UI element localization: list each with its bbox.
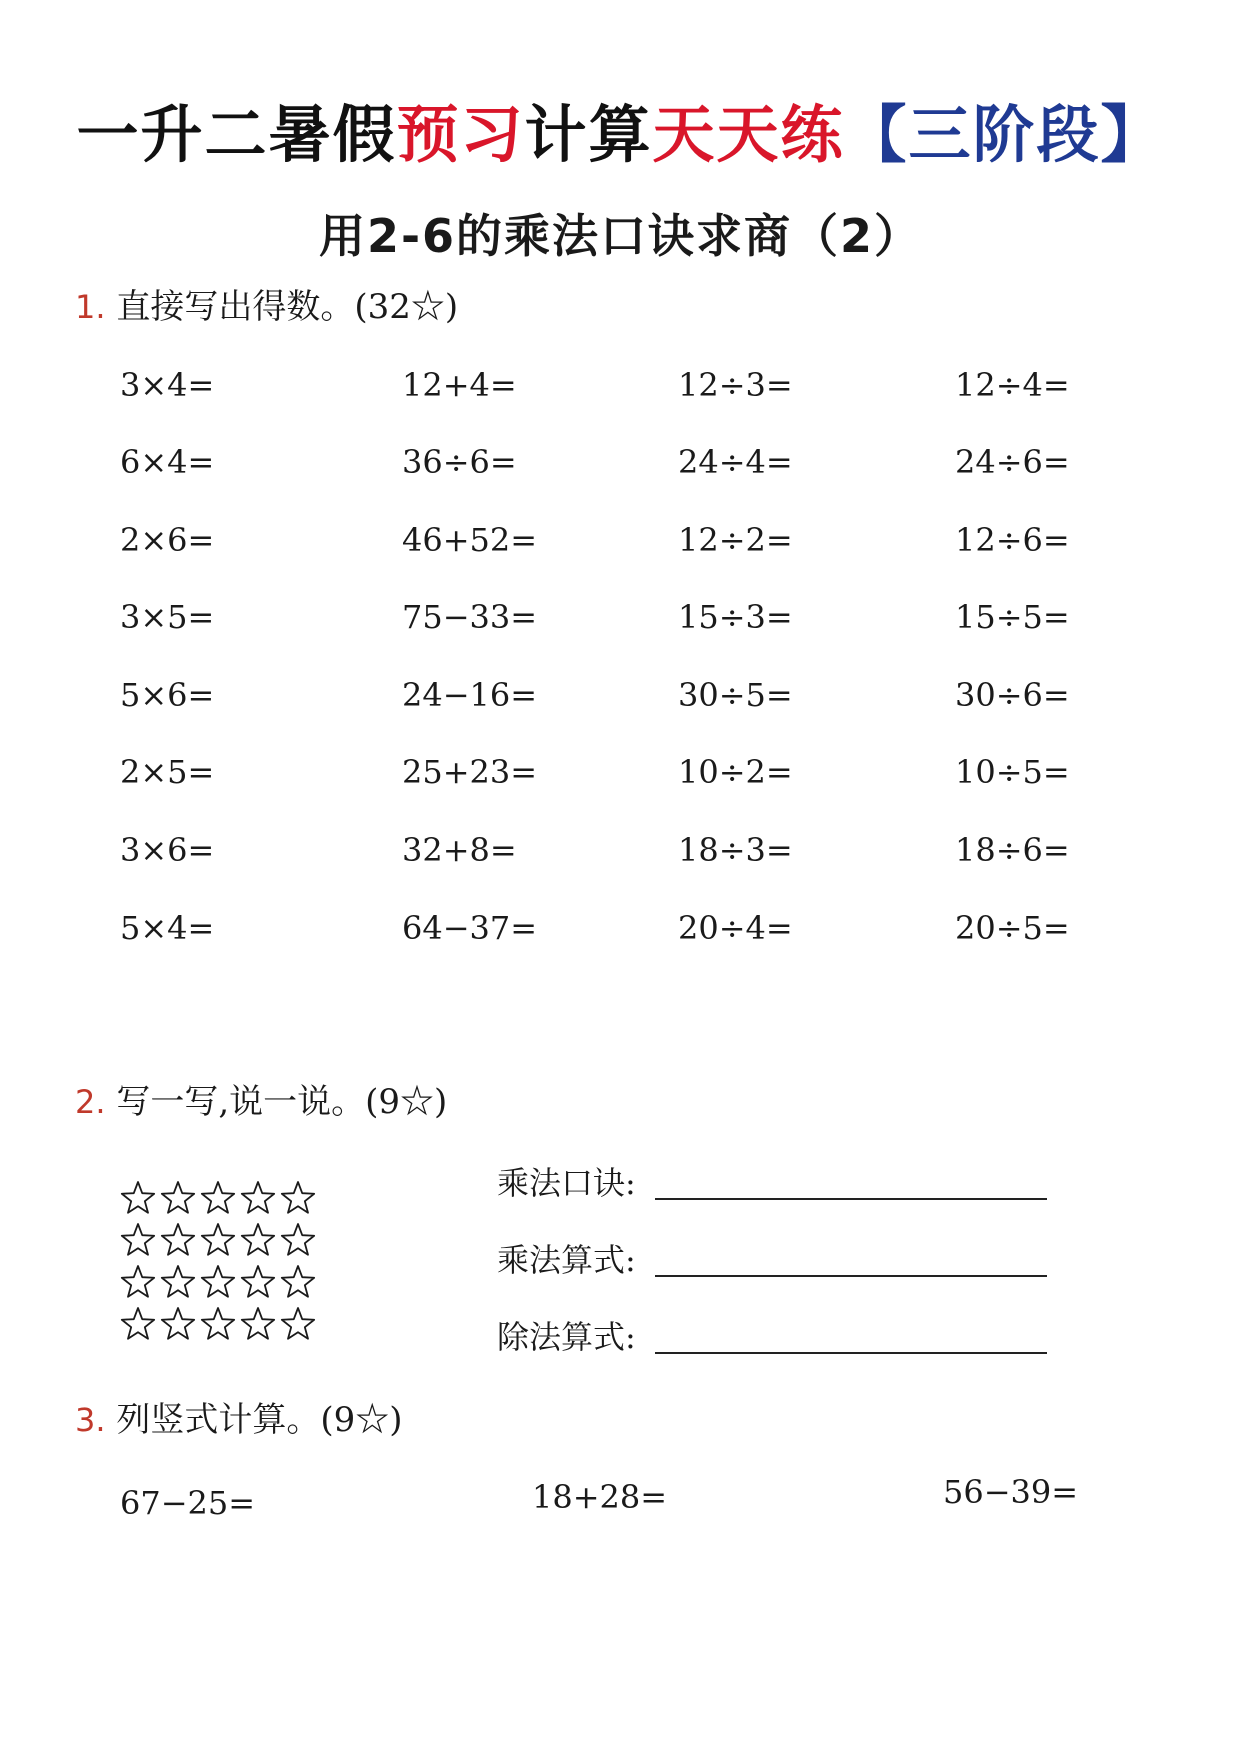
- vertical-problem-3: 56−39=: [943, 1473, 1079, 1511]
- problem-r7-c2: 32+8=: [402, 831, 517, 869]
- problem-r7-c4: 18÷6=: [955, 831, 1070, 869]
- problem-r4-c1: 3×5=: [120, 598, 215, 636]
- problem-r8-c4: 20÷5=: [955, 909, 1070, 947]
- field-label-multiplication-equation: 乘法算式:: [497, 1241, 636, 1279]
- section-3-heading: [75, 1398, 403, 1442]
- star-row: [118, 1177, 318, 1219]
- outline-star-icon: [238, 1177, 278, 1219]
- outline-star-icon: [118, 1219, 158, 1261]
- outline-star-icon: [158, 1261, 198, 1303]
- answer-line-division-equation[interactable]: [655, 1352, 1047, 1354]
- problem-r6-c4: 10÷5=: [955, 753, 1070, 791]
- problem-r2-c4: 24÷6=: [955, 443, 1070, 481]
- problem-r1-c3: 12÷3=: [678, 366, 793, 404]
- title-part-red-1: 预习: [396, 98, 525, 171]
- answer-line-multiplication-equation[interactable]: [655, 1275, 1047, 1277]
- problem-r2-c3: 24÷4=: [678, 443, 793, 481]
- star-array: [118, 1177, 318, 1345]
- title-part-blue: 【三阶段】: [844, 98, 1165, 171]
- problem-r6-c3: 10÷2=: [678, 753, 793, 791]
- problem-r2-c2: 36÷6=: [402, 443, 517, 481]
- problem-r6-c1: 2×5=: [120, 753, 215, 791]
- outline-star-icon: [158, 1219, 198, 1261]
- problem-r6-c2: 25+23=: [402, 753, 538, 791]
- section-3-number: 3.: [75, 1401, 106, 1439]
- page-subtitle: 用2-6的乘法口诀求商（2）: [318, 209, 923, 263]
- problem-r8-c2: 64−37=: [402, 909, 538, 947]
- title-part-black-2: 计算: [524, 98, 653, 171]
- vertical-problem-2: 18+28=: [532, 1478, 668, 1516]
- outline-star-icon: [118, 1303, 158, 1345]
- field-label-division-equation: 除法算式:: [497, 1318, 636, 1356]
- outline-star-icon: [238, 1261, 278, 1303]
- problem-r7-c3: 18÷3=: [678, 831, 793, 869]
- outline-star-icon: [198, 1261, 238, 1303]
- problem-r3-c3: 12÷2=: [678, 521, 793, 559]
- section-2-heading: [75, 1080, 447, 1124]
- problem-r1-c2: 12+4=: [402, 366, 517, 404]
- outline-star-icon: [278, 1303, 318, 1345]
- problem-r4-c3: 15÷3=: [678, 598, 793, 636]
- outline-star-icon: [278, 1177, 318, 1219]
- outline-star-icon: [198, 1303, 238, 1345]
- problem-r8-c1: 5×4=: [120, 909, 215, 947]
- problem-r1-c4: 12÷4=: [955, 366, 1070, 404]
- outline-star-icon: [118, 1261, 158, 1303]
- field-label-multiplication-rhyme: 乘法口诀:: [497, 1164, 636, 1202]
- section-2-title: 写一写,说一说。(9☆): [116, 1082, 448, 1122]
- outline-star-icon: [198, 1219, 238, 1261]
- problem-r2-c1: 6×4=: [120, 443, 215, 481]
- section-1-number: 1.: [75, 288, 106, 326]
- problem-r4-c4: 15÷5=: [955, 598, 1070, 636]
- answer-line-multiplication-rhyme[interactable]: [655, 1198, 1047, 1200]
- problem-r5-c2: 24−16=: [402, 676, 538, 714]
- title-part-black-1: 一升二暑假: [76, 98, 397, 171]
- problem-r3-c2: 46+52=: [402, 521, 538, 559]
- problem-r4-c2: 75−33=: [402, 598, 538, 636]
- outline-star-icon: [198, 1177, 238, 1219]
- outline-star-icon: [158, 1177, 198, 1219]
- problem-r1-c1: 3×4=: [120, 366, 215, 404]
- section-2-number: 2.: [75, 1083, 106, 1121]
- outline-star-icon: [238, 1219, 278, 1261]
- problem-r7-c1: 3×6=: [120, 831, 215, 869]
- problem-r5-c3: 30÷5=: [678, 676, 793, 714]
- outline-star-icon: [118, 1177, 158, 1219]
- section-1-title: 直接写出得数。(32☆): [116, 287, 459, 327]
- star-row: [118, 1303, 318, 1345]
- star-row: [118, 1261, 318, 1303]
- section-1-heading: [75, 285, 458, 329]
- outline-star-icon: [238, 1303, 278, 1345]
- outline-star-icon: [278, 1261, 318, 1303]
- outline-star-icon: [158, 1303, 198, 1345]
- section-3-title: 列竖式计算。(9☆): [116, 1400, 403, 1440]
- outline-star-icon: [278, 1219, 318, 1261]
- problem-r3-c1: 2×6=: [120, 521, 215, 559]
- vertical-problem-1: 67−25=: [120, 1484, 256, 1522]
- title-part-red-2: 天天练: [652, 98, 845, 171]
- problem-r8-c3: 20÷4=: [678, 909, 793, 947]
- problem-r5-c4: 30÷6=: [955, 676, 1070, 714]
- problem-r3-c4: 12÷6=: [955, 521, 1070, 559]
- star-row: [118, 1219, 318, 1261]
- page-title: [0, 95, 1241, 175]
- problem-r5-c1: 5×6=: [120, 676, 215, 714]
